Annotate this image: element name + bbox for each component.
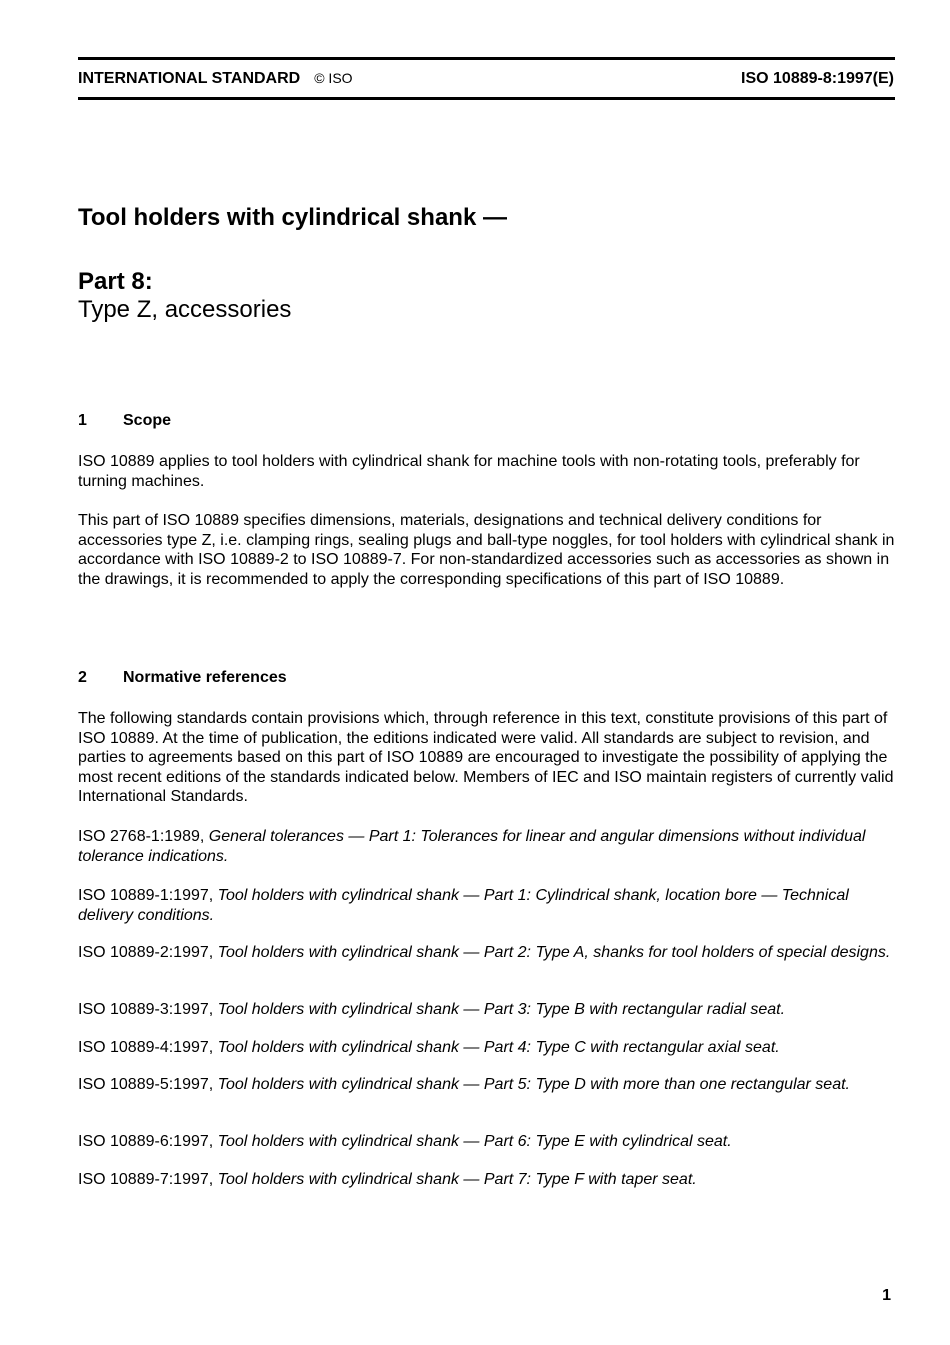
reference-code: ISO 10889-3:1997, bbox=[78, 1001, 214, 1018]
page-number: 1 bbox=[882, 1287, 891, 1304]
paragraph: ISO 10889 applies to tool holders with cylindrical shank for machine tools with non-rotating tools, preferably for turning machines. bbox=[78, 453, 860, 490]
paragraph: The following standards contain provisions which, through reference in this text, constitute provisions of this part of ISO 10889. At the time of publication, the editions indicated were valid. All standards are subject to revision, and parties to agreements based on this part of ISO 10889 are encouraged to investigate the possibility of applying the most recent editions of the standards indicated below. Members of IEC and ISO maintain registers of currently valid International Standards. bbox=[78, 710, 894, 806]
reference-title: Tool holders with cylindrical shank — Part 4: Type C with rectangular axial seat. bbox=[217, 1039, 780, 1056]
reference-code: ISO 2768-1:1989, bbox=[78, 828, 205, 845]
section-title: Normative references bbox=[123, 669, 287, 686]
reference-item bbox=[78, 827, 896, 866]
reference-item bbox=[78, 886, 896, 925]
paragraph: This part of ISO 10889 specifies dimensions, materials, designations and technical delivery conditions for accessories type Z, i.e. clamping rings, sealing plugs and ball-type noggles, for tool holders with cylindrical shank in accordance with ISO 10889-2 to ISO 10889-7. For non-standardized accessories such as accessories as shown in the drawings, it is recommended to apply the corresponding specifications of this part of ISO 10889. bbox=[78, 512, 895, 588]
section-heading-normative-references bbox=[78, 669, 287, 687]
part-subtitle: Type Z, accessories bbox=[78, 296, 292, 323]
reference-title: Tool holders with cylindrical shank — Part 5: Type D with more than one rectangular seat. bbox=[217, 1076, 850, 1093]
reference-title: Tool holders with cylindrical shank — Part 3: Type B with rectangular radial seat. bbox=[217, 1001, 786, 1018]
reference-title: Tool holders with cylindrical shank — Part 1: Cylindrical shank, location bore — Technical delivery conditions. bbox=[78, 887, 849, 924]
standard-label: INTERNATIONAL STANDARD bbox=[78, 70, 301, 87]
reference-code: ISO 10889-2:1997, bbox=[78, 944, 214, 961]
reference-item bbox=[78, 943, 896, 963]
reference-item bbox=[78, 1170, 896, 1190]
header-left bbox=[78, 70, 353, 88]
section-heading-scope bbox=[78, 412, 171, 430]
copyright-label: © ISO bbox=[314, 70, 353, 86]
header-rule-bottom bbox=[78, 97, 895, 100]
reference-code: ISO 10889-1:1997, bbox=[78, 887, 214, 904]
reference-item bbox=[78, 1132, 896, 1152]
reference-title: Tool holders with cylindrical shank — Part 7: Type F with taper seat. bbox=[217, 1171, 697, 1188]
reference-title: Tool holders with cylindrical shank — Part 2: Type A, shanks for tool holders of special designs. bbox=[217, 944, 891, 961]
reference-code: ISO 10889-6:1997, bbox=[78, 1133, 214, 1150]
section-number: 1 bbox=[78, 412, 87, 429]
reference-title: Tool holders with cylindrical shank — Part 6: Type E with cylindrical seat. bbox=[217, 1133, 732, 1150]
reference-code: ISO 10889-5:1997, bbox=[78, 1076, 214, 1093]
reference-item bbox=[78, 1075, 896, 1095]
document-title: Tool holders with cylindrical shank — bbox=[78, 204, 507, 231]
section-title: Scope bbox=[123, 412, 172, 429]
reference-item bbox=[78, 1000, 896, 1020]
part-label: Part 8: bbox=[78, 268, 153, 295]
reference-item bbox=[78, 1038, 896, 1058]
reference-code: ISO 10889-4:1997, bbox=[78, 1039, 214, 1056]
section-number: 2 bbox=[78, 669, 87, 686]
reference-code: ISO 10889-7:1997, bbox=[78, 1171, 214, 1188]
document-id: ISO 10889-8:1997(E) bbox=[741, 70, 894, 87]
reference-title: General tolerances — Part 1: Tolerances for linear and angular dimensions without individual tolerance indications. bbox=[78, 828, 866, 865]
header-rule-top bbox=[78, 57, 895, 60]
